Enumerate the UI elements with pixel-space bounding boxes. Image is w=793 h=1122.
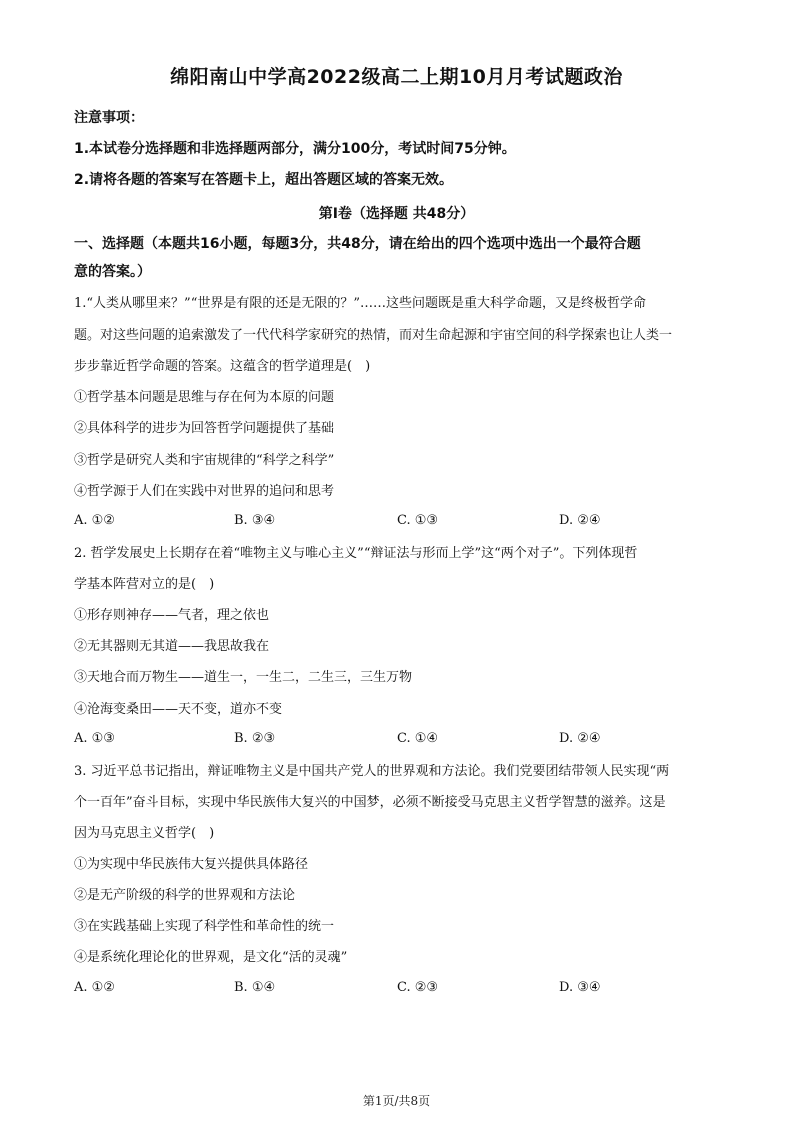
question-stem-line: 个一百年”奋斗目标，实现中华民族伟大复兴的中国梦，必须不断接受马克思主义哲学智慧的滋养。这是	[74, 795, 666, 810]
statement: ②无其器则无其道——我思故我在	[74, 639, 270, 654]
option-d: D. ②④	[559, 731, 601, 746]
question-stem-line: 1.“人类从哪里来？”“世界是有限的还是无限的？”……这些问题既是重大科学命题，又是终极哲学命	[74, 296, 646, 311]
statement: ③哲学是研究人类和宇宙规律的“科学之科学”	[74, 453, 335, 468]
section-heading-line: 意的答案。）	[74, 264, 151, 280]
section-title: 第Ⅰ卷（选择题 共48分）	[318, 206, 475, 222]
question-stem-line: 3. 习近平总书记指出，辩证唯物主义是中国共产党人的世界观和方法论。我们党要团结带领人民实现“两	[74, 764, 670, 779]
statement: ④沧海变桑田——天不变，道亦不变	[74, 702, 283, 717]
statement: ②是无产阶级的科学的世界观和方法论	[74, 888, 296, 903]
statement: ①形存则神存——气者，理之依也	[74, 608, 270, 623]
option-c: C. ①④	[397, 731, 439, 746]
option-b: B. ②③	[234, 731, 276, 746]
notice-heading: 注意事项：	[74, 110, 144, 126]
statement: ②具体科学的进步为回答哲学问题提供了基础	[74, 421, 335, 436]
statement: ③天地合而万物生——道生一，一生二，二生三，三生万物	[74, 670, 413, 685]
option-a: A. ①②	[74, 513, 115, 528]
page-title: 绵阳南山中学高2022级高二上期10月月考试题政治	[170, 66, 623, 88]
statement: ①哲学基本问题是思维与存在何为本原的问题	[74, 390, 335, 405]
option-b: B. ③④	[234, 513, 276, 528]
option-c: C. ①③	[397, 513, 439, 528]
question-stem-line: 学基本阵营对立的是( )	[74, 577, 215, 592]
option-a: A. ①②	[74, 980, 115, 995]
option-c: C. ②③	[397, 980, 439, 995]
option-d: D. ②④	[559, 513, 601, 528]
notice-item: 1.本试卷分选择题和非选择题两部分，满分100分，考试时间75分钟。	[74, 141, 516, 157]
notice-item: 2.请将各题的答案写在答题卡上，超出答题区域的答案无效。	[74, 172, 454, 188]
question-stem-line: 2. 哲学发展史上长期存在着“唯物主义与唯心主义”“辩证法与形而上学”这“两个对子”。下列体现哲	[74, 546, 638, 561]
option-b: B. ①④	[234, 980, 276, 995]
statement: ④哲学源于人们在实践中对世界的追问和思考	[74, 484, 335, 499]
page-footer: 第1页/共8页	[362, 1094, 431, 1108]
question-stem-line: 步步靠近哲学命题的答案。这蕴含的哲学道理是( )	[74, 359, 371, 374]
option-a: A. ①③	[74, 731, 115, 746]
statement: ④是系统化理论化的世界观，是文化“活的灵魂”	[74, 950, 348, 965]
option-d: D. ③④	[559, 980, 601, 995]
statement: ①为实现中华民族伟大复兴提供具体路径	[74, 857, 309, 872]
section-heading-line: 一、选择题（本题共16小题，每题3分，共48分，请在给出的四个选项中选出一个最符合题	[74, 236, 641, 252]
question-stem-line: 因为马克思主义哲学( )	[74, 826, 215, 841]
question-stem-line: 题。对这些问题的追索激发了一代代科学家研究的热情，而对生命起源和宇宙空间的科学探索也让人类一	[74, 328, 673, 343]
statement: ③在实践基础上实现了科学性和革命性的统一	[74, 919, 335, 934]
